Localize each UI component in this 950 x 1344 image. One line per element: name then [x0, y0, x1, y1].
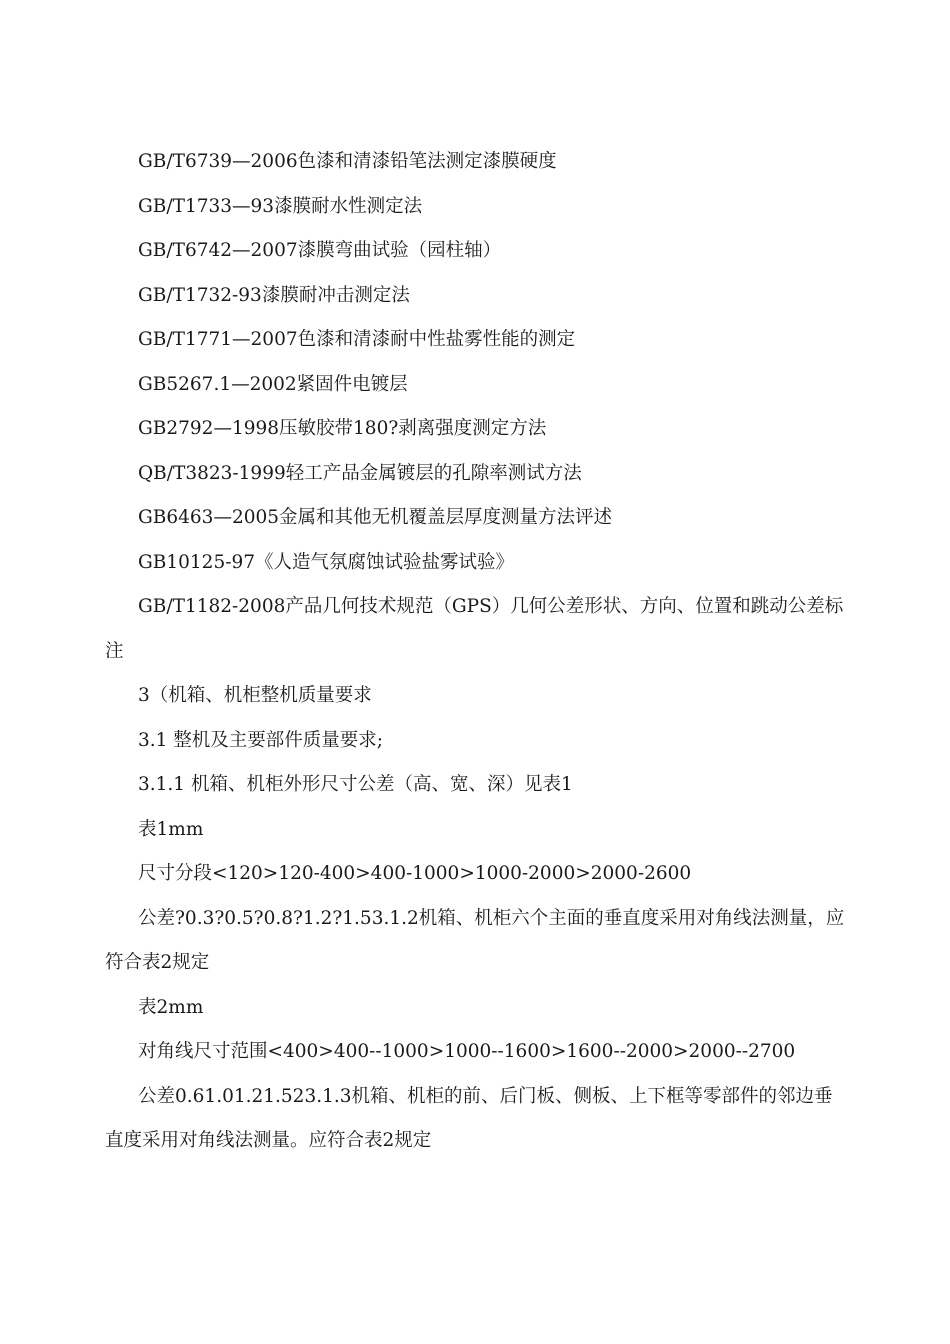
document-body [105, 140, 847, 1164]
table-2-tolerance-row: 公差0.61.01.21.523.1.3机箱、机柜的前、后门板、侧板、上下框等零部件的邻边垂直度采用对角线法测量。应符合表2规定 [105, 1085, 833, 1151]
paragraph-standard-gbt6739: GB/T6739—2006色漆和清漆铅笔法测定漆膜硬度 [138, 151, 557, 172]
table-2-caption: 表2mm [138, 996, 204, 1018]
paragraph-standard-gbt1733: GB/T1733—93漆膜耐水性测定法 [138, 195, 423, 217]
paragraph-standard-gbt1732: GB/T1732-93漆膜耐冲击测定法 [138, 284, 410, 306]
table-2-diagonal-row: 对角线尺寸范围<400>400--1000>1000--1600>1600--2000>2000--2700 [138, 1041, 796, 1062]
paragraph-standard-gb2792: GB2792—1998压敏胶带180?剥离强度测定方法 [138, 418, 547, 439]
paragraph-standard-gbt1182: GB/T1182-2008产品几何技术规范（GPS）几何公差形状、方向、位置和跳动公差标注 [105, 596, 844, 662]
table-1-size-row: 尺寸分段<120>120-400>400-1000>1000-2000>2000-2600 [138, 863, 692, 884]
paragraph-standard-gb10125: GB10125-97《人造气氛腐蚀试验盐雾试验》 [138, 551, 515, 573]
table-1-tolerance-row: 公差?0.3?0.5?0.8?1.2?1.53.1.2机箱、机柜六个主面的垂直度采用对角线法测量，应符合表2规定 [105, 907, 845, 973]
paragraph-standard-gb6463: GB6463—2005金属和其他无机覆盖层厚度测量方法评述 [138, 507, 613, 528]
section-heading-3: 3（机箱、机柜整机质量要求 [138, 685, 372, 706]
table-1-caption: 表1mm [138, 818, 204, 840]
section-heading-3-1: 3.1 整机及主要部件质量要求; [138, 729, 384, 751]
paragraph-standard-qbt3823: QB/T3823-1999轻工产品金属镀层的孔隙率测试方法 [138, 462, 582, 484]
paragraph-3-1-1: 3.1.1 机箱、机柜外形尺寸公差（高、宽、深）见表1 [138, 774, 573, 795]
paragraph-standard-gb5267: GB5267.1—2002紧固件电镀层 [138, 373, 408, 395]
paragraph-standard-gbt1771: GB/T1771—2007色漆和清漆耐中性盐雾性能的测定 [138, 329, 576, 350]
paragraph-standard-gbt6742: GB/T6742—2007漆膜弯曲试验（园柱轴） [138, 240, 502, 261]
